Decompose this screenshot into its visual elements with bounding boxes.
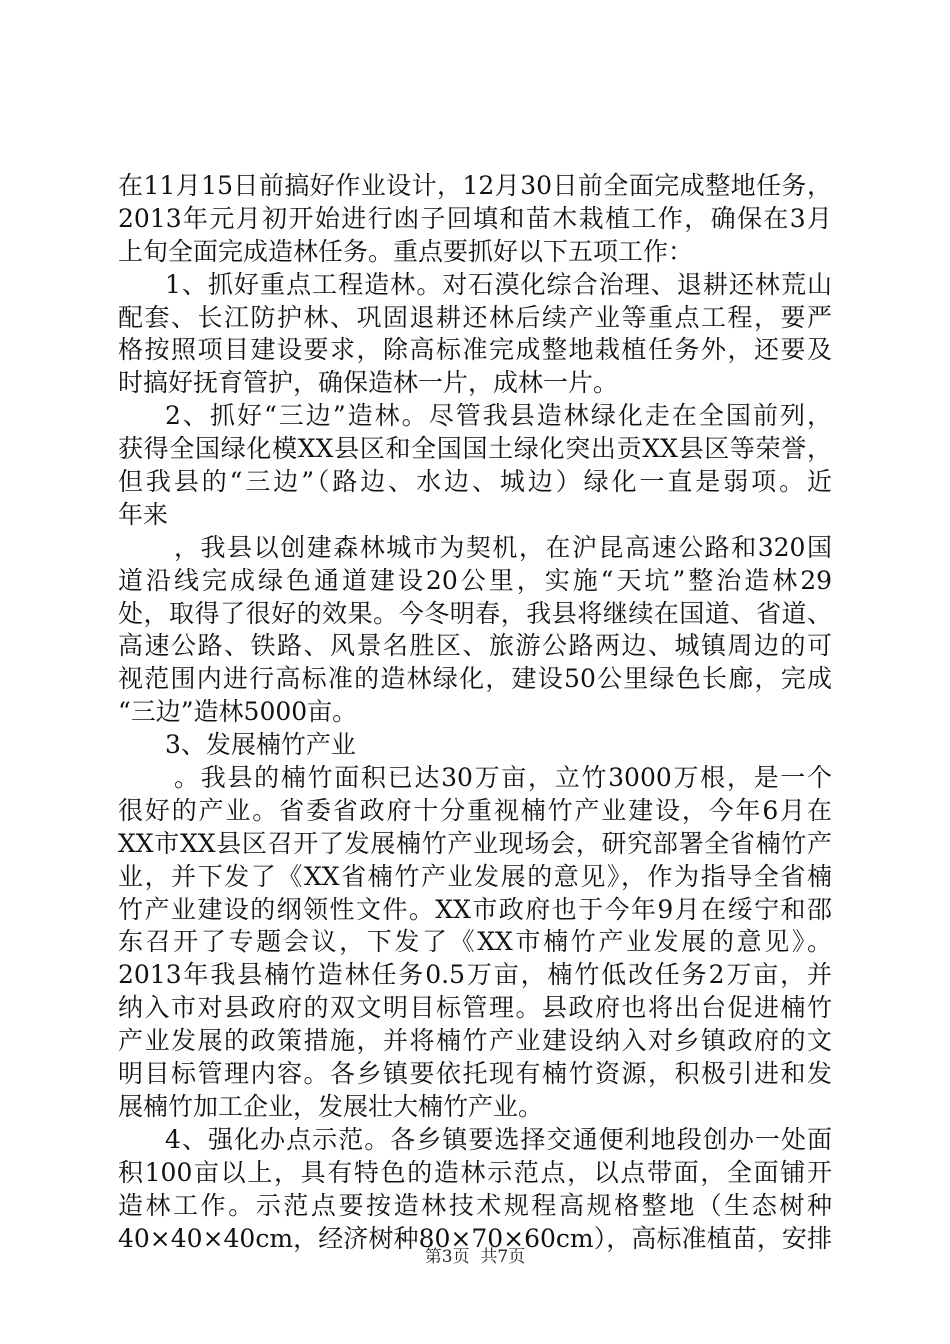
text-line: 积100亩以上，具有特色的造林示范点，以点带面，全面铺开 bbox=[118, 1157, 832, 1187]
text-line: 东召开了专题会议，下发了《XX市楠竹产业发展的意见》。 bbox=[118, 927, 832, 957]
text-line: 视范围内进行高标准的造林绿化，建设50公里绿色长廊，完成 bbox=[118, 664, 832, 694]
text-line: “三边”造林5000亩。 bbox=[118, 697, 358, 727]
page-suffix: 页 bbox=[452, 1247, 470, 1267]
total-prefix: 共 bbox=[480, 1247, 498, 1267]
text-line: ，我县以创建森林城市为契机，在沪昆高速公路和320国 bbox=[174, 532, 832, 562]
text-line: 很好的产业。省委省政府十分重视楠竹产业建设，今年6月在 bbox=[118, 795, 832, 825]
text-line: 2、抓好“三边”造林。尽管我县造林绿化走在全国前列， bbox=[165, 401, 832, 431]
text-line: 。我县的楠竹面积已达30万亩，立竹3000万根，是一个 bbox=[174, 763, 832, 793]
text-line: 4、强化办点示范。各乡镇要选择交通便利地段创办一处面 bbox=[165, 1124, 832, 1154]
page-prefix: 第 bbox=[424, 1247, 442, 1267]
text-line: 展楠竹加工企业，发展壮大楠竹产业。 bbox=[118, 1091, 544, 1121]
text-line: 获得全国绿化模XX县区和全国国土绿化突出贡XX县区等荣誉， bbox=[118, 434, 832, 464]
text-line: 竹产业建设的纲领性文件。XX市政府也于今年9月在绥宁和邵 bbox=[118, 894, 832, 924]
page-number: 3 bbox=[441, 1247, 453, 1267]
text-line: 处，取得了很好的效果。今冬明春，我县将继续在国道、省道、 bbox=[118, 598, 832, 628]
text-line: 纳入市对县政府的双文明目标管理。县政府也将出台促进楠竹 bbox=[118, 993, 832, 1023]
total-suffix: 页 bbox=[508, 1247, 526, 1267]
text-line: 高速公路、铁路、风景名胜区、旅游公路两边、城镇周边的可 bbox=[118, 631, 832, 661]
text-line: 产业发展的政策措施，并将楠竹产业建设纳入对乡镇政府的文 bbox=[118, 1026, 832, 1056]
text-line: 造林工作。示范点要按造林技术规程高规格整地（生态树种 bbox=[118, 1190, 832, 1220]
text-line: 40×40×40cm，经济树种80×70×60cm），高标准植苗，安排 bbox=[118, 1223, 832, 1253]
text-line: 在11月15日前搞好作业设计，12月30日前全面完成整地任务， bbox=[118, 171, 832, 200]
text-line: 业，并下发了《XX省楠竹产业发展的意见》，作为指导全省楠 bbox=[118, 861, 832, 891]
text-line: 时搞好抚育管护，确保造林一片，成林一片。 bbox=[118, 368, 619, 398]
text-line: 道沿线完成绿色通道建设20公里，实施“天坑”整治造林29 bbox=[118, 565, 832, 595]
text-line: 2013年元月初开始进行凼子回填和苗木栽植工作，确保在3月 bbox=[118, 203, 832, 233]
text-line: 格按照项目建设要求，除高标准完成整地栽植任务外，还要及 bbox=[118, 335, 832, 365]
text-line: XX市XX县区召开了发展楠竹产业现场会，研究部署全省楠竹产 bbox=[118, 828, 832, 858]
text-line: 2013年我县楠竹造林任务0.5万亩，楠竹低改任务2万亩，并 bbox=[118, 960, 832, 990]
text-line: 但我县的“三边”（路边、水边、城边）绿化一直是弱项。近 bbox=[118, 467, 832, 497]
section-heading: 3、发展楠竹产业 bbox=[165, 730, 356, 760]
total-pages: 7 bbox=[497, 1247, 509, 1267]
page-footer bbox=[0, 1246, 950, 1268]
text-line: 明目标管理内容。各乡镇要依托现有楠竹资源，积极引进和发 bbox=[118, 1059, 832, 1089]
text-line: 上旬全面完成造林任务。重点要抓好以下五项工作： bbox=[118, 236, 694, 266]
text-line: 年来 bbox=[118, 499, 169, 529]
text-line: 1、抓好重点工程造林。对石漠化综合治理、退耕还林荒山 bbox=[165, 269, 832, 299]
document-body bbox=[118, 170, 832, 1255]
text-line: 配套、长江防护林、巩固退耕还林后续产业等重点工程，要严 bbox=[118, 302, 832, 332]
